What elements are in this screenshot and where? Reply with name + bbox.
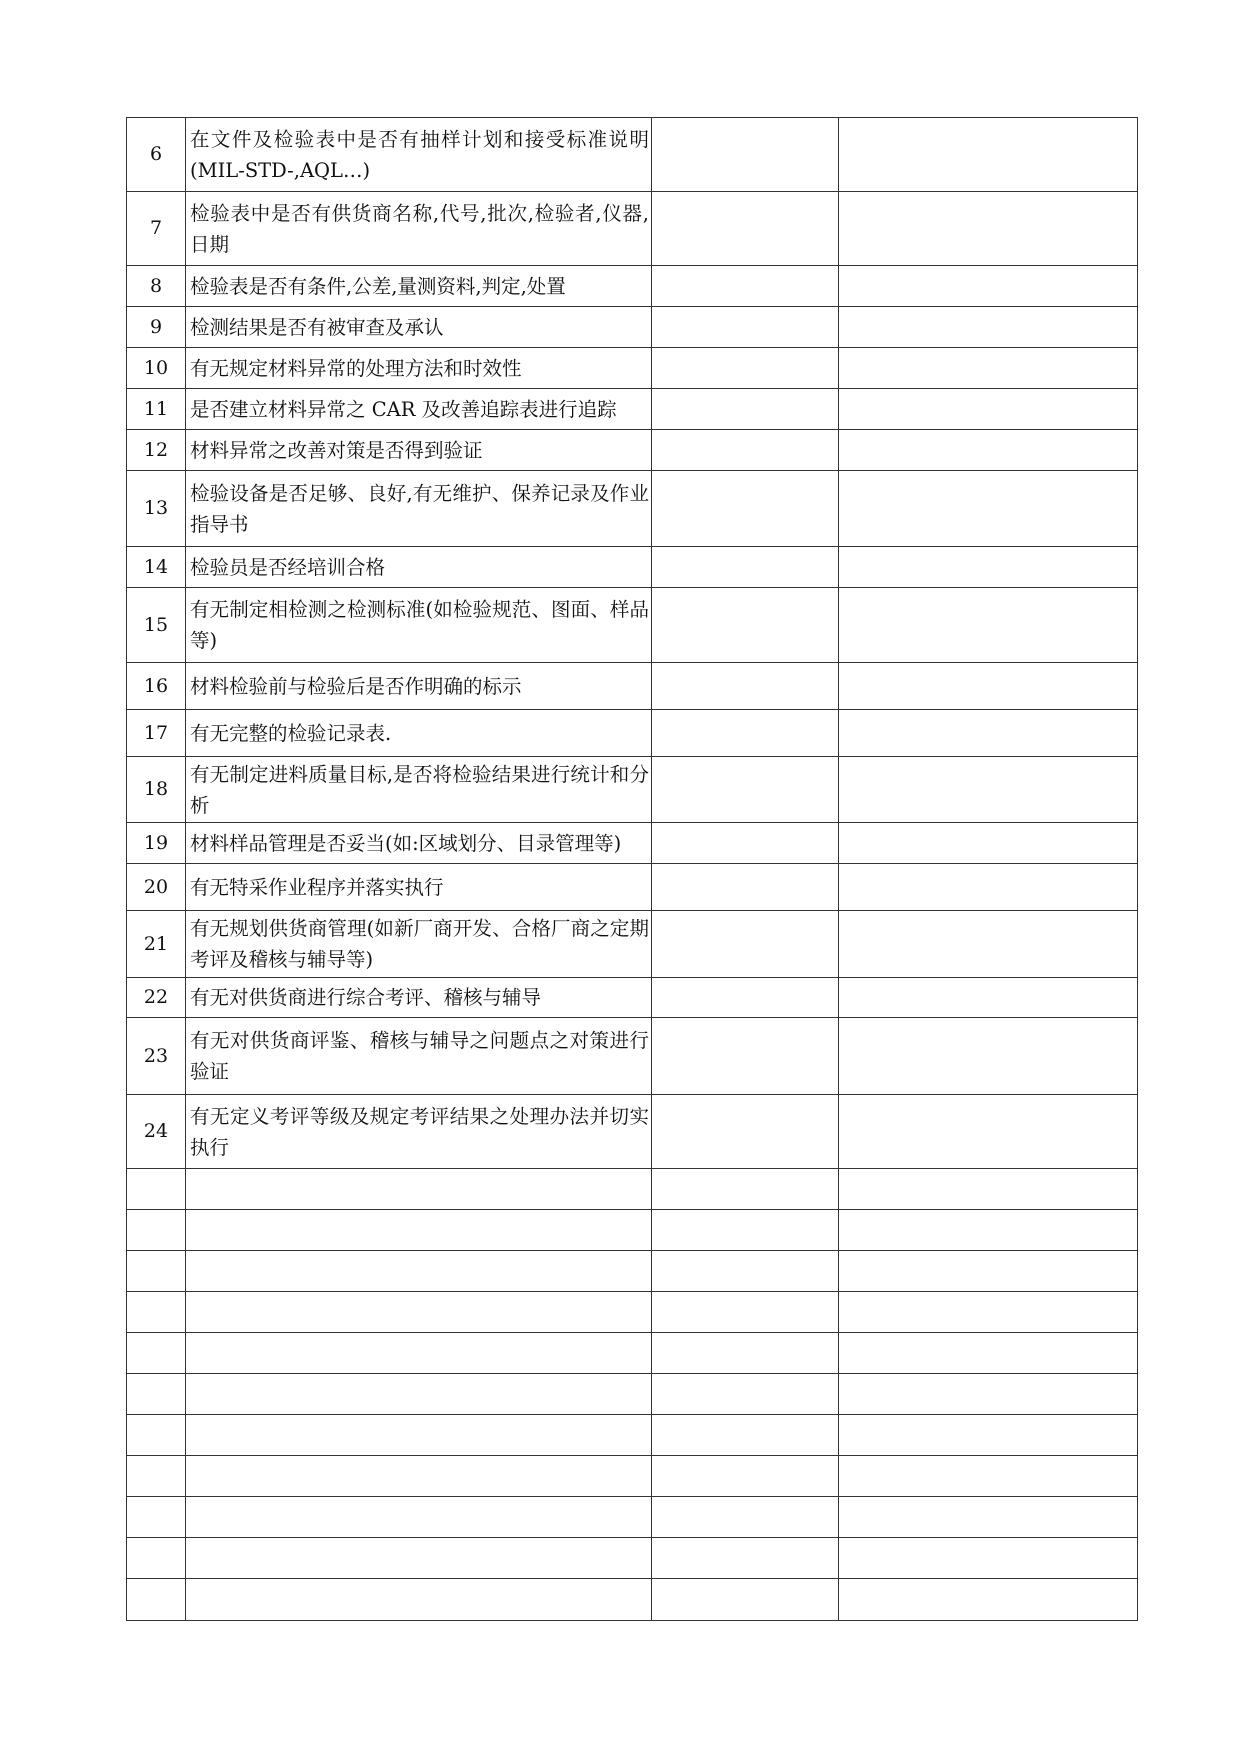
result-cell[interactable] — [652, 1497, 839, 1538]
item-number: 6 — [127, 118, 186, 192]
table-row — [127, 1579, 1138, 1621]
check-item: 有无完整的检验记录表. — [186, 710, 652, 757]
item-number: 21 — [127, 911, 186, 978]
table-row — [127, 471, 1138, 547]
check-item — [186, 1333, 652, 1374]
remark-cell[interactable] — [839, 1579, 1138, 1621]
check-item — [186, 1497, 652, 1538]
remark-cell[interactable] — [839, 1456, 1138, 1497]
item-number: 23 — [127, 1018, 186, 1095]
remark-cell[interactable] — [839, 1497, 1138, 1538]
item-number: 12 — [127, 430, 186, 471]
check-item — [186, 1415, 652, 1456]
table-row — [127, 1415, 1138, 1456]
table-row — [127, 588, 1138, 663]
remark-cell[interactable] — [839, 471, 1138, 547]
result-cell[interactable] — [652, 1456, 839, 1497]
remark-cell[interactable] — [839, 266, 1138, 307]
check-item: 有无对供货商进行综合考评、稽核与辅导 — [186, 978, 652, 1018]
check-item: 检验表是否有条件,公差,量测资料,判定,处置 — [186, 266, 652, 307]
remark-cell[interactable] — [839, 588, 1138, 663]
item-number: 11 — [127, 389, 186, 430]
item-number: 9 — [127, 307, 186, 348]
item-number — [127, 1292, 186, 1333]
table-row — [127, 1497, 1138, 1538]
remark-cell[interactable] — [839, 430, 1138, 471]
result-cell[interactable] — [652, 823, 839, 864]
check-item — [186, 1456, 652, 1497]
remark-cell[interactable] — [839, 1018, 1138, 1095]
result-cell[interactable] — [652, 1251, 839, 1292]
check-item — [186, 1210, 652, 1251]
item-number: 7 — [127, 192, 186, 266]
result-cell[interactable] — [652, 389, 839, 430]
item-number: 14 — [127, 547, 186, 588]
remark-cell[interactable] — [839, 864, 1138, 911]
result-cell[interactable] — [652, 1538, 839, 1579]
remark-cell[interactable] — [839, 710, 1138, 757]
check-item: 有无规划供货商管理(如新厂商开发、合格厂商之定期考评及稽核与辅导等) — [186, 911, 652, 978]
result-cell[interactable] — [652, 757, 839, 823]
remark-cell[interactable] — [839, 911, 1138, 978]
check-item: 材料检验前与检验后是否作明确的标示 — [186, 663, 652, 710]
check-item: 有无特采作业程序并落实执行 — [186, 864, 652, 911]
remark-cell[interactable] — [839, 1095, 1138, 1169]
remark-cell[interactable] — [839, 547, 1138, 588]
table-row — [127, 864, 1138, 911]
check-item — [186, 1292, 652, 1333]
checklist-rows — [127, 118, 1138, 1621]
result-cell[interactable] — [652, 1333, 839, 1374]
item-number — [127, 1579, 186, 1621]
item-number — [127, 1374, 186, 1415]
table-row — [127, 430, 1138, 471]
result-cell[interactable] — [652, 911, 839, 978]
remark-cell[interactable] — [839, 1210, 1138, 1251]
item-number: 24 — [127, 1095, 186, 1169]
table-row — [127, 266, 1138, 307]
check-item: 材料样品管理是否妥当(如:区域划分、目录管理等) — [186, 823, 652, 864]
check-item — [186, 1374, 652, 1415]
table-row — [127, 1169, 1138, 1210]
item-number: 17 — [127, 710, 186, 757]
remark-cell[interactable] — [839, 192, 1138, 266]
table-row — [127, 663, 1138, 710]
remark-cell[interactable] — [839, 348, 1138, 389]
result-cell[interactable] — [652, 1095, 839, 1169]
item-number: 19 — [127, 823, 186, 864]
table-row — [127, 118, 1138, 192]
check-item — [186, 1251, 652, 1292]
table-row — [127, 1456, 1138, 1497]
table-row — [127, 547, 1138, 588]
result-cell[interactable] — [652, 1292, 839, 1333]
table-row — [127, 1374, 1138, 1415]
result-cell[interactable] — [652, 1415, 839, 1456]
item-number — [127, 1169, 186, 1210]
remark-cell[interactable] — [839, 307, 1138, 348]
check-item — [186, 1169, 652, 1210]
check-item — [186, 1538, 652, 1579]
item-number: 13 — [127, 471, 186, 547]
remark-cell[interactable] — [839, 389, 1138, 430]
remark-cell[interactable] — [839, 757, 1138, 823]
item-number: 18 — [127, 757, 186, 823]
table-row — [127, 710, 1138, 757]
check-item: 有无定义考评等级及规定考评结果之处理办法并切实执行 — [186, 1095, 652, 1169]
item-number — [127, 1415, 186, 1456]
check-item: 材料异常之改善对策是否得到验证 — [186, 430, 652, 471]
table-row — [127, 757, 1138, 823]
result-cell[interactable] — [652, 348, 839, 389]
table-row — [127, 823, 1138, 864]
table-row — [127, 192, 1138, 266]
table-row — [127, 348, 1138, 389]
result-cell[interactable] — [652, 588, 839, 663]
check-item: 检验设备是否足够、良好,有无维护、保养记录及作业指导书 — [186, 471, 652, 547]
result-cell[interactable] — [652, 471, 839, 547]
table-row — [127, 911, 1138, 978]
result-cell[interactable] — [652, 430, 839, 471]
remark-cell[interactable] — [839, 1251, 1138, 1292]
check-item: 在文件及检验表中是否有抽样计划和接受标准说明(MIL-STD-,AQL…) — [186, 118, 652, 192]
item-number — [127, 1210, 186, 1251]
item-number — [127, 1538, 186, 1579]
check-item: 检测结果是否有被审查及承认 — [186, 307, 652, 348]
remark-cell[interactable] — [839, 1538, 1138, 1579]
check-item: 有无规定材料异常的处理方法和时效性 — [186, 348, 652, 389]
table-row — [127, 389, 1138, 430]
item-number — [127, 1251, 186, 1292]
table-row — [127, 1333, 1138, 1374]
remark-cell[interactable] — [839, 1415, 1138, 1456]
remark-cell[interactable] — [839, 663, 1138, 710]
remark-cell[interactable] — [839, 1374, 1138, 1415]
remark-cell[interactable] — [839, 823, 1138, 864]
result-cell[interactable] — [652, 978, 839, 1018]
table-row — [127, 1210, 1138, 1251]
result-cell[interactable] — [652, 1018, 839, 1095]
check-item: 是否建立材料异常之 CAR 及改善追踪表进行追踪 — [186, 389, 652, 430]
check-item: 有无对供货商评鉴、稽核与辅导之问题点之对策进行验证 — [186, 1018, 652, 1095]
result-cell[interactable] — [652, 547, 839, 588]
checklist-sheet — [126, 117, 1137, 1621]
item-number: 20 — [127, 864, 186, 911]
result-cell[interactable] — [652, 118, 839, 192]
result-cell[interactable] — [652, 1169, 839, 1210]
check-item: 有无制定进料质量目标,是否将检验结果进行统计和分析 — [186, 757, 652, 823]
check-item: 检验员是否经培训合格 — [186, 547, 652, 588]
item-number — [127, 1333, 186, 1374]
table-row — [127, 1018, 1138, 1095]
check-item: 检验表中是否有供货商名称,代号,批次,检验者,仪器,日期 — [186, 192, 652, 266]
table-row — [127, 1292, 1138, 1333]
result-cell[interactable] — [652, 1579, 839, 1621]
item-number: 10 — [127, 348, 186, 389]
table-row — [127, 1251, 1138, 1292]
remark-cell[interactable] — [839, 1333, 1138, 1374]
result-cell[interactable] — [652, 663, 839, 710]
item-number — [127, 1497, 186, 1538]
remark-cell[interactable] — [839, 978, 1138, 1018]
check-item: 有无制定相检测之检测标准(如检验规范、图面、样品等) — [186, 588, 652, 663]
table-row — [127, 1095, 1138, 1169]
result-cell[interactable] — [652, 1374, 839, 1415]
remark-cell[interactable] — [839, 1292, 1138, 1333]
result-cell[interactable] — [652, 307, 839, 348]
result-cell[interactable] — [652, 192, 839, 266]
audit-checklist-table — [126, 117, 1138, 1621]
table-row — [127, 978, 1138, 1018]
item-number: 15 — [127, 588, 186, 663]
table-row — [127, 307, 1138, 348]
remark-cell[interactable] — [839, 1169, 1138, 1210]
item-number: 22 — [127, 978, 186, 1018]
item-number — [127, 1456, 186, 1497]
result-cell[interactable] — [652, 1210, 839, 1251]
check-item — [186, 1579, 652, 1621]
item-number: 16 — [127, 663, 186, 710]
item-number: 8 — [127, 266, 186, 307]
result-cell[interactable] — [652, 710, 839, 757]
result-cell[interactable] — [652, 266, 839, 307]
table-row — [127, 1538, 1138, 1579]
result-cell[interactable] — [652, 864, 839, 911]
remark-cell[interactable] — [839, 118, 1138, 192]
